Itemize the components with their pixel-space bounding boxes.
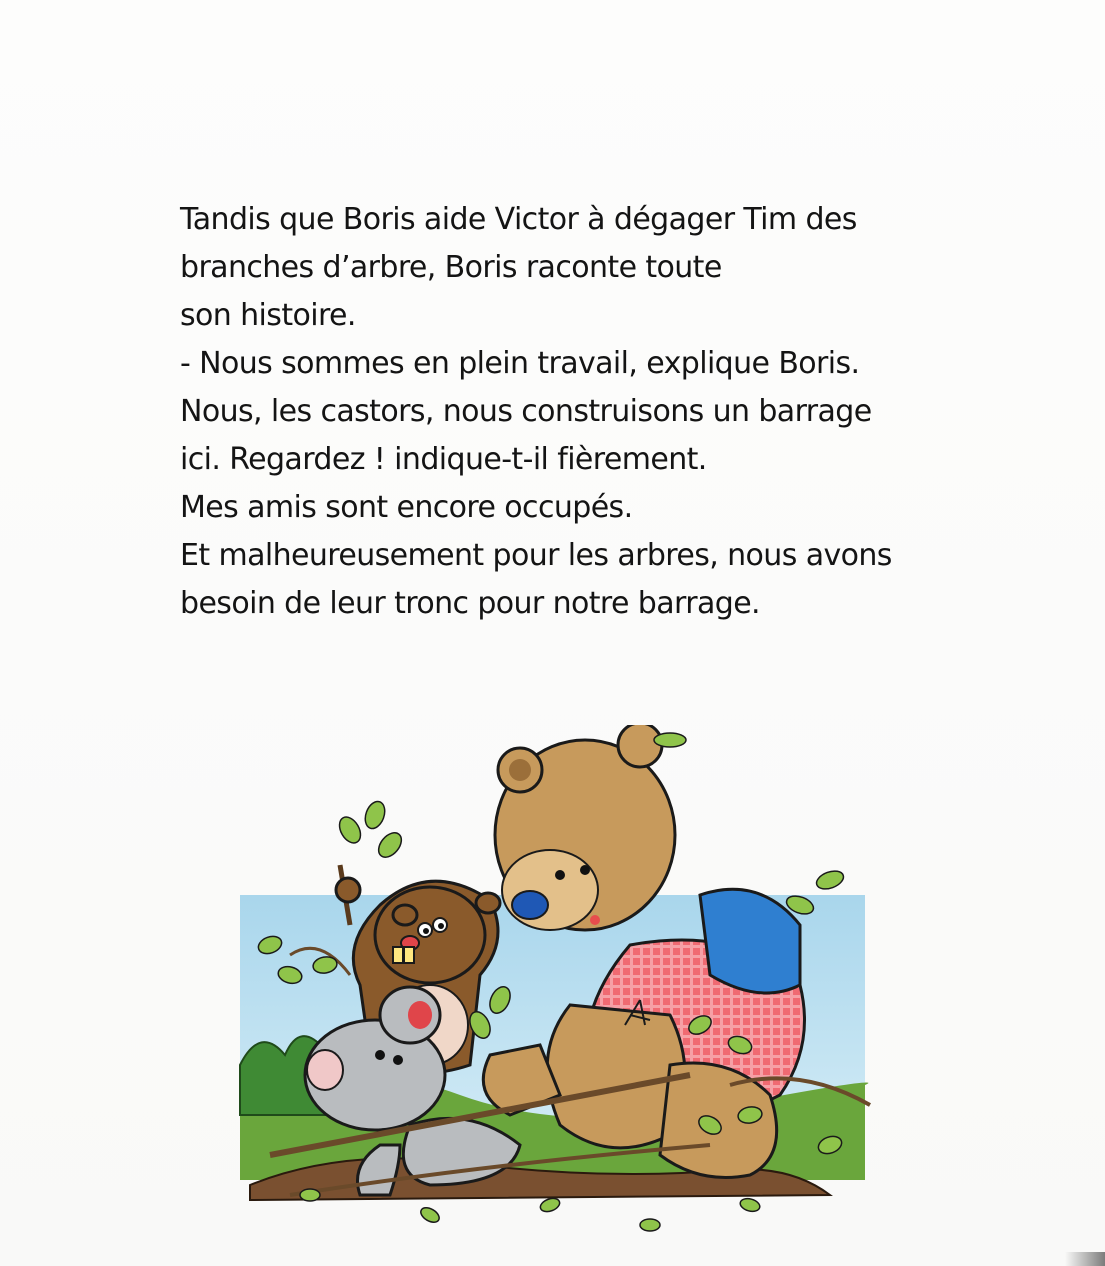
story-line: Et malheureusement pour les arbres, nous avons [180, 538, 892, 573]
story-line: ici. Regardez ! indique-t-il fièrement. [180, 442, 707, 477]
story-line: Tandis que Boris aide Victor à dégager Tim des [180, 202, 857, 237]
story-line: besoin de leur tronc pour notre barrage. [180, 586, 760, 621]
story-line: Mes amis sont encore occupés. [180, 490, 633, 525]
story-paragraph [180, 196, 1040, 628]
story-line: Nous, les castors, nous construisons un barrage [180, 394, 872, 429]
story-line: son histoire. [180, 298, 356, 333]
story-illustration [230, 725, 880, 1265]
illustration-svg [230, 725, 880, 1265]
page-corner-shadow [1065, 1252, 1105, 1266]
story-line: branches d’arbre, Boris raconte toute [180, 250, 722, 285]
story-line: - Nous sommes en plein travail, explique Boris. [180, 346, 860, 381]
